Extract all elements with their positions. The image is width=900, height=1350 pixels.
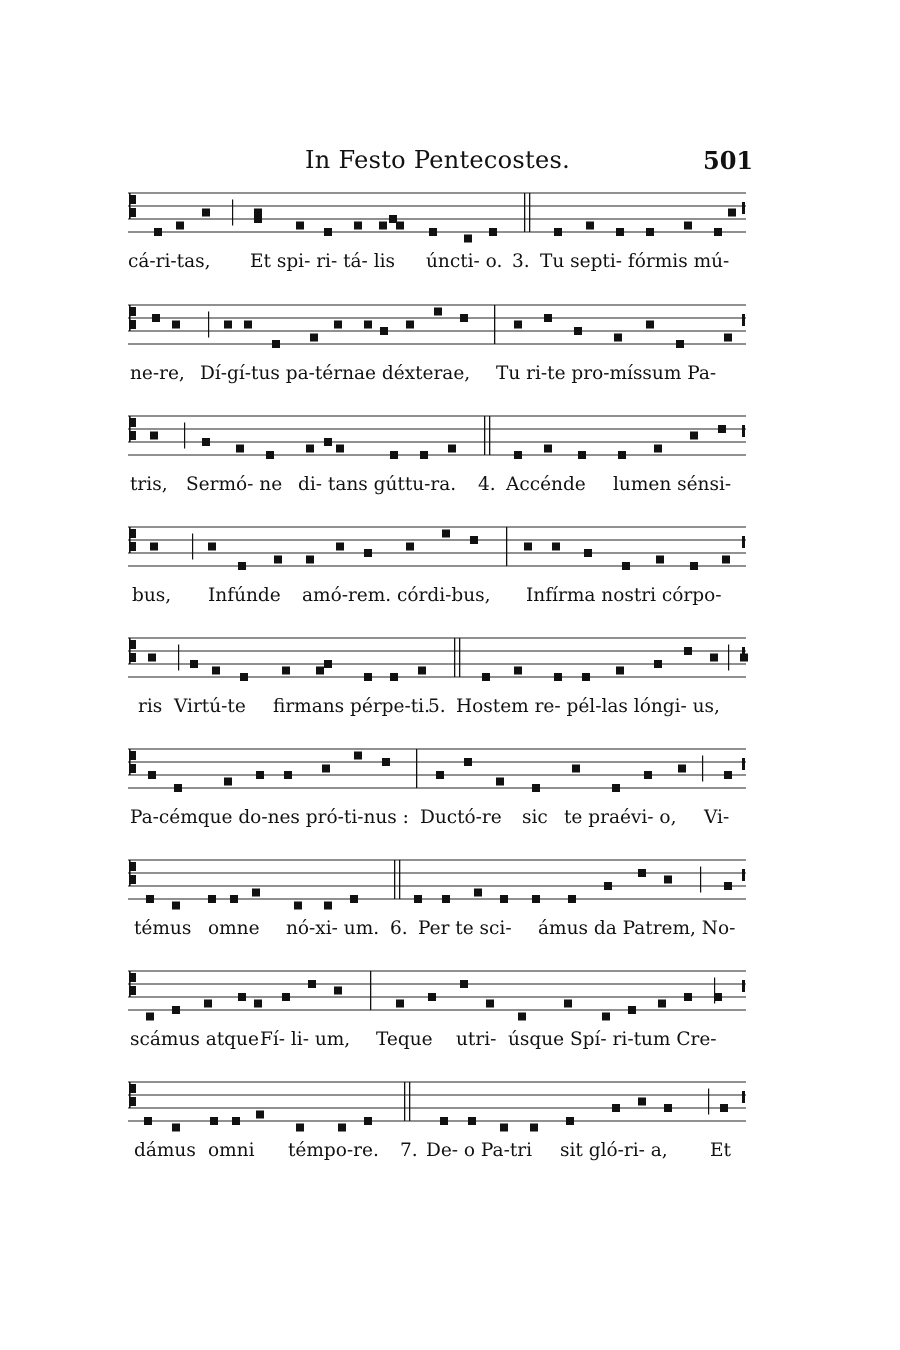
lyric-segment: tris,	[130, 474, 168, 495]
lyric-segment: Tu ri-te pro-míssum Pa-	[496, 363, 717, 384]
neume	[148, 654, 156, 662]
neume	[420, 451, 428, 459]
neume	[638, 1098, 646, 1106]
neume	[434, 308, 442, 316]
lyric-segment: Et	[710, 1140, 731, 1161]
lyric-segment: cá-ri-tas,	[128, 251, 211, 272]
neume	[238, 993, 246, 1001]
lyric-line	[128, 363, 748, 393]
bar-line	[208, 312, 209, 338]
bar-line	[232, 200, 233, 226]
neume	[514, 321, 522, 329]
neume	[514, 667, 522, 675]
neume	[202, 438, 210, 446]
music-system	[128, 630, 748, 730]
neume	[254, 215, 262, 223]
neume	[334, 987, 342, 995]
neume	[406, 543, 414, 551]
neume	[552, 543, 560, 551]
lyric-segment: 3.	[512, 251, 530, 272]
neume	[232, 1117, 240, 1125]
neume	[172, 321, 180, 329]
lyric-segment: úncti- o.	[426, 251, 503, 272]
neume	[440, 1117, 448, 1125]
neume	[364, 673, 372, 681]
neume	[364, 321, 372, 329]
neume	[474, 889, 482, 897]
lyric-segment: te praévi- o,	[564, 807, 677, 828]
staff	[128, 630, 748, 690]
bar-line	[178, 645, 179, 671]
music-system	[128, 185, 748, 285]
neume	[238, 562, 246, 570]
lyric-segment: utri-	[456, 1029, 497, 1050]
lyric-segment: 4.	[478, 474, 496, 495]
neume	[284, 771, 292, 779]
neume	[324, 660, 332, 668]
neume	[720, 1104, 728, 1112]
lyric-segment: ris	[138, 696, 163, 717]
lyric-line	[128, 251, 748, 281]
lyric-segment: firmans pérpe-ti.	[273, 696, 430, 717]
neume	[414, 895, 422, 903]
bar-line	[702, 756, 703, 782]
neume	[172, 1006, 180, 1014]
neume	[654, 445, 662, 453]
page-number: 501	[703, 146, 754, 175]
neume	[146, 1013, 154, 1021]
neume	[266, 451, 274, 459]
neume	[202, 209, 210, 217]
neume	[646, 228, 654, 236]
lyric-line	[128, 1140, 748, 1170]
lyric-segment: ámus da Patrem, No-	[538, 918, 736, 939]
lyric-segment: Sermó- ne	[186, 474, 283, 495]
neume	[582, 673, 590, 681]
neume	[190, 660, 198, 668]
neume	[310, 334, 318, 342]
neume	[144, 1117, 152, 1125]
neume	[460, 980, 468, 988]
bar-line	[416, 749, 417, 788]
lyric-segment: ne-re,	[130, 363, 185, 384]
music-system	[128, 408, 748, 508]
custos-icon	[742, 647, 745, 659]
neume	[468, 1117, 476, 1125]
neume	[500, 1124, 508, 1132]
neume	[684, 993, 692, 1001]
neume	[308, 980, 316, 988]
lyric-segment: di- tans gúttu-ra.	[298, 474, 457, 495]
lyric-segment: sic	[522, 807, 548, 828]
neume	[256, 771, 264, 779]
page-title: In Festo Pentecostes.	[305, 146, 571, 174]
neume	[240, 673, 248, 681]
lyric-segment: Per te sci-	[418, 918, 512, 939]
neume	[436, 771, 444, 779]
neume	[150, 432, 158, 440]
neume	[334, 321, 342, 329]
neume	[294, 902, 302, 910]
neume	[656, 556, 664, 564]
music-system	[128, 519, 748, 619]
neume	[429, 228, 437, 236]
bar-line	[524, 193, 530, 232]
neume	[544, 445, 552, 453]
lyric-segment: Pa-cémque do-nes pró-ti-nus :	[130, 807, 409, 828]
neume	[274, 556, 282, 564]
custos-icon	[742, 1091, 745, 1103]
neume	[530, 1124, 538, 1132]
neume	[316, 667, 324, 675]
neume	[500, 895, 508, 903]
music-system	[128, 1074, 748, 1174]
bar-line	[404, 1082, 410, 1121]
neume	[336, 445, 344, 453]
neume	[482, 673, 490, 681]
neume	[616, 667, 624, 675]
neume	[282, 993, 290, 1001]
neume	[152, 314, 160, 322]
neume	[464, 235, 472, 243]
neume	[532, 784, 540, 792]
neume	[724, 882, 732, 890]
lyric-segment: Accénde	[506, 474, 586, 495]
bar-line	[728, 645, 729, 671]
lyric-segment: Virtú-te	[174, 696, 246, 717]
neume	[254, 1000, 262, 1008]
neume	[172, 902, 180, 910]
neume	[496, 778, 504, 786]
neume	[486, 1000, 494, 1008]
neume	[154, 228, 162, 236]
lyric-segment: sit gló-ri- a,	[560, 1140, 668, 1161]
neume	[464, 758, 472, 766]
neume	[532, 895, 540, 903]
neume	[602, 1013, 610, 1021]
neume	[460, 314, 468, 322]
neume	[324, 438, 332, 446]
neume	[272, 340, 280, 348]
lyric-segment: Teque	[376, 1029, 433, 1050]
neume	[618, 451, 626, 459]
lyric-segment: Ductó-re	[420, 807, 502, 828]
neume	[514, 451, 522, 459]
neume	[722, 556, 730, 564]
custos-icon	[742, 869, 745, 881]
neume	[336, 543, 344, 551]
neume	[324, 902, 332, 910]
music-system	[128, 741, 748, 841]
neume	[390, 673, 398, 681]
page-header	[0, 146, 900, 186]
neume	[578, 451, 586, 459]
neume	[612, 784, 620, 792]
lyric-segment: Et spi- ri- tá- lis	[250, 251, 396, 272]
neume	[252, 889, 260, 897]
neume	[684, 222, 692, 230]
neume	[554, 673, 562, 681]
neume	[210, 1117, 218, 1125]
neume	[338, 1124, 346, 1132]
neume	[566, 1117, 574, 1125]
neume	[690, 432, 698, 440]
neume	[150, 543, 158, 551]
bar-line	[184, 423, 185, 449]
neume	[544, 314, 552, 322]
neume	[612, 1104, 620, 1112]
neume	[172, 1124, 180, 1132]
staff	[128, 519, 748, 579]
lyric-segment: 7.	[400, 1140, 418, 1161]
bar-line	[506, 527, 507, 566]
lyric-segment: nó-xi- um.	[286, 918, 380, 939]
staff	[128, 297, 748, 357]
neume	[489, 228, 497, 236]
staff	[128, 963, 748, 1023]
bar-line	[484, 416, 490, 455]
lyric-line	[128, 585, 748, 615]
lyric-segment: Vi-	[704, 807, 730, 828]
lyric-segment: lumen sénsi-	[613, 474, 732, 495]
neume	[208, 895, 216, 903]
neume	[470, 536, 478, 544]
neume	[244, 321, 252, 329]
neume	[390, 451, 398, 459]
lyric-segment: 5.	[428, 696, 446, 717]
lyric-line	[128, 696, 748, 726]
lyric-line	[128, 1029, 748, 1059]
neume	[379, 222, 387, 230]
neume	[622, 562, 630, 570]
lyric-segment: omni	[208, 1140, 255, 1161]
neume	[586, 222, 594, 230]
custos-icon	[742, 425, 745, 437]
neume	[418, 667, 426, 675]
bar-line	[708, 1089, 709, 1115]
neume	[584, 549, 592, 557]
neume	[604, 882, 612, 890]
neume	[176, 222, 184, 230]
neume	[714, 228, 722, 236]
neume	[224, 321, 232, 329]
neume	[146, 895, 154, 903]
custos-icon	[742, 758, 745, 770]
neume	[428, 993, 436, 1001]
neume	[638, 869, 646, 877]
neume	[354, 222, 362, 230]
staff	[128, 185, 748, 245]
neume	[396, 222, 404, 230]
neume	[364, 549, 372, 557]
neume	[524, 543, 532, 551]
lyric-segment: dámus	[134, 1140, 196, 1161]
neume	[306, 445, 314, 453]
lyric-line	[128, 807, 748, 837]
neume	[718, 425, 726, 433]
custos-icon	[742, 314, 745, 326]
neume	[448, 445, 456, 453]
neume	[664, 876, 672, 884]
neume	[646, 321, 654, 329]
bar-line	[370, 971, 371, 1010]
lyric-segment: Dí-gí-tus pa-térnae déxterae,	[200, 363, 471, 384]
neume	[324, 228, 332, 236]
neume	[236, 445, 244, 453]
neume	[364, 1117, 372, 1125]
neume	[296, 222, 304, 230]
neume	[382, 758, 390, 766]
music-system	[128, 852, 748, 952]
neume	[296, 1124, 304, 1132]
neume	[204, 1000, 212, 1008]
neume	[306, 556, 314, 564]
neume	[724, 334, 732, 342]
neume	[728, 209, 736, 217]
lyric-segment: témus	[134, 918, 192, 939]
custos-icon	[742, 536, 745, 548]
neume	[148, 771, 156, 779]
neume	[322, 765, 330, 773]
neume	[676, 340, 684, 348]
neume	[714, 993, 722, 1001]
custos-icon	[742, 980, 745, 992]
neume	[644, 771, 652, 779]
lyric-segment: 6.	[390, 918, 408, 939]
bar-line	[454, 638, 460, 677]
staff	[128, 741, 748, 801]
lyric-segment: Tu septi- fórmis mú-	[540, 251, 730, 272]
bar-line	[700, 867, 701, 893]
neume	[568, 895, 576, 903]
neume	[724, 771, 732, 779]
bar-line	[192, 534, 193, 560]
neume	[564, 1000, 572, 1008]
lyric-segment: úsque Spí- ri-tum Cre-	[508, 1029, 717, 1050]
bar-line	[394, 860, 400, 899]
staff	[128, 408, 748, 468]
music-system	[128, 297, 748, 397]
neume	[230, 895, 238, 903]
lyric-segment: De- o Pa-tri	[426, 1140, 533, 1161]
neume	[282, 667, 290, 675]
lyric-line	[128, 474, 748, 504]
neume	[614, 334, 622, 342]
neume	[690, 562, 698, 570]
neume	[678, 765, 686, 773]
lyric-segment: Fí- li- um,	[260, 1029, 351, 1050]
neume	[572, 765, 580, 773]
neume	[256, 1111, 264, 1119]
neume	[354, 752, 362, 760]
lyric-line	[128, 918, 748, 948]
lyric-segment: omne	[208, 918, 260, 939]
neume	[616, 228, 624, 236]
neume	[212, 667, 220, 675]
neume	[658, 1000, 666, 1008]
neume	[654, 660, 662, 668]
neume	[664, 1104, 672, 1112]
neume	[518, 1013, 526, 1021]
lyric-segment: Infírma nostri córpo-	[526, 585, 722, 606]
neume	[208, 543, 216, 551]
lyric-segment: témpo-re.	[288, 1140, 379, 1161]
staff	[128, 1074, 748, 1134]
neume	[350, 895, 358, 903]
neume	[628, 1006, 636, 1014]
staff	[128, 852, 748, 912]
neume	[554, 228, 562, 236]
custos-icon	[742, 202, 745, 214]
neume	[442, 530, 450, 538]
lyric-segment: Hostem re- pél-las lóngi- us,	[456, 696, 720, 717]
neume	[396, 1000, 404, 1008]
neume	[574, 327, 582, 335]
neume	[389, 215, 397, 223]
neume	[224, 778, 232, 786]
neume	[174, 784, 182, 792]
music-system	[128, 963, 748, 1063]
neume	[442, 895, 450, 903]
neume	[380, 327, 388, 335]
neume	[684, 647, 692, 655]
neume	[406, 321, 414, 329]
lyric-segment: scámus atque	[130, 1029, 259, 1050]
lyric-segment: Infúnde	[208, 585, 281, 606]
lyric-segment: amó-rem. córdi-bus,	[302, 585, 491, 606]
bar-line	[494, 305, 495, 344]
lyric-segment: bus,	[132, 585, 172, 606]
neume	[710, 654, 718, 662]
